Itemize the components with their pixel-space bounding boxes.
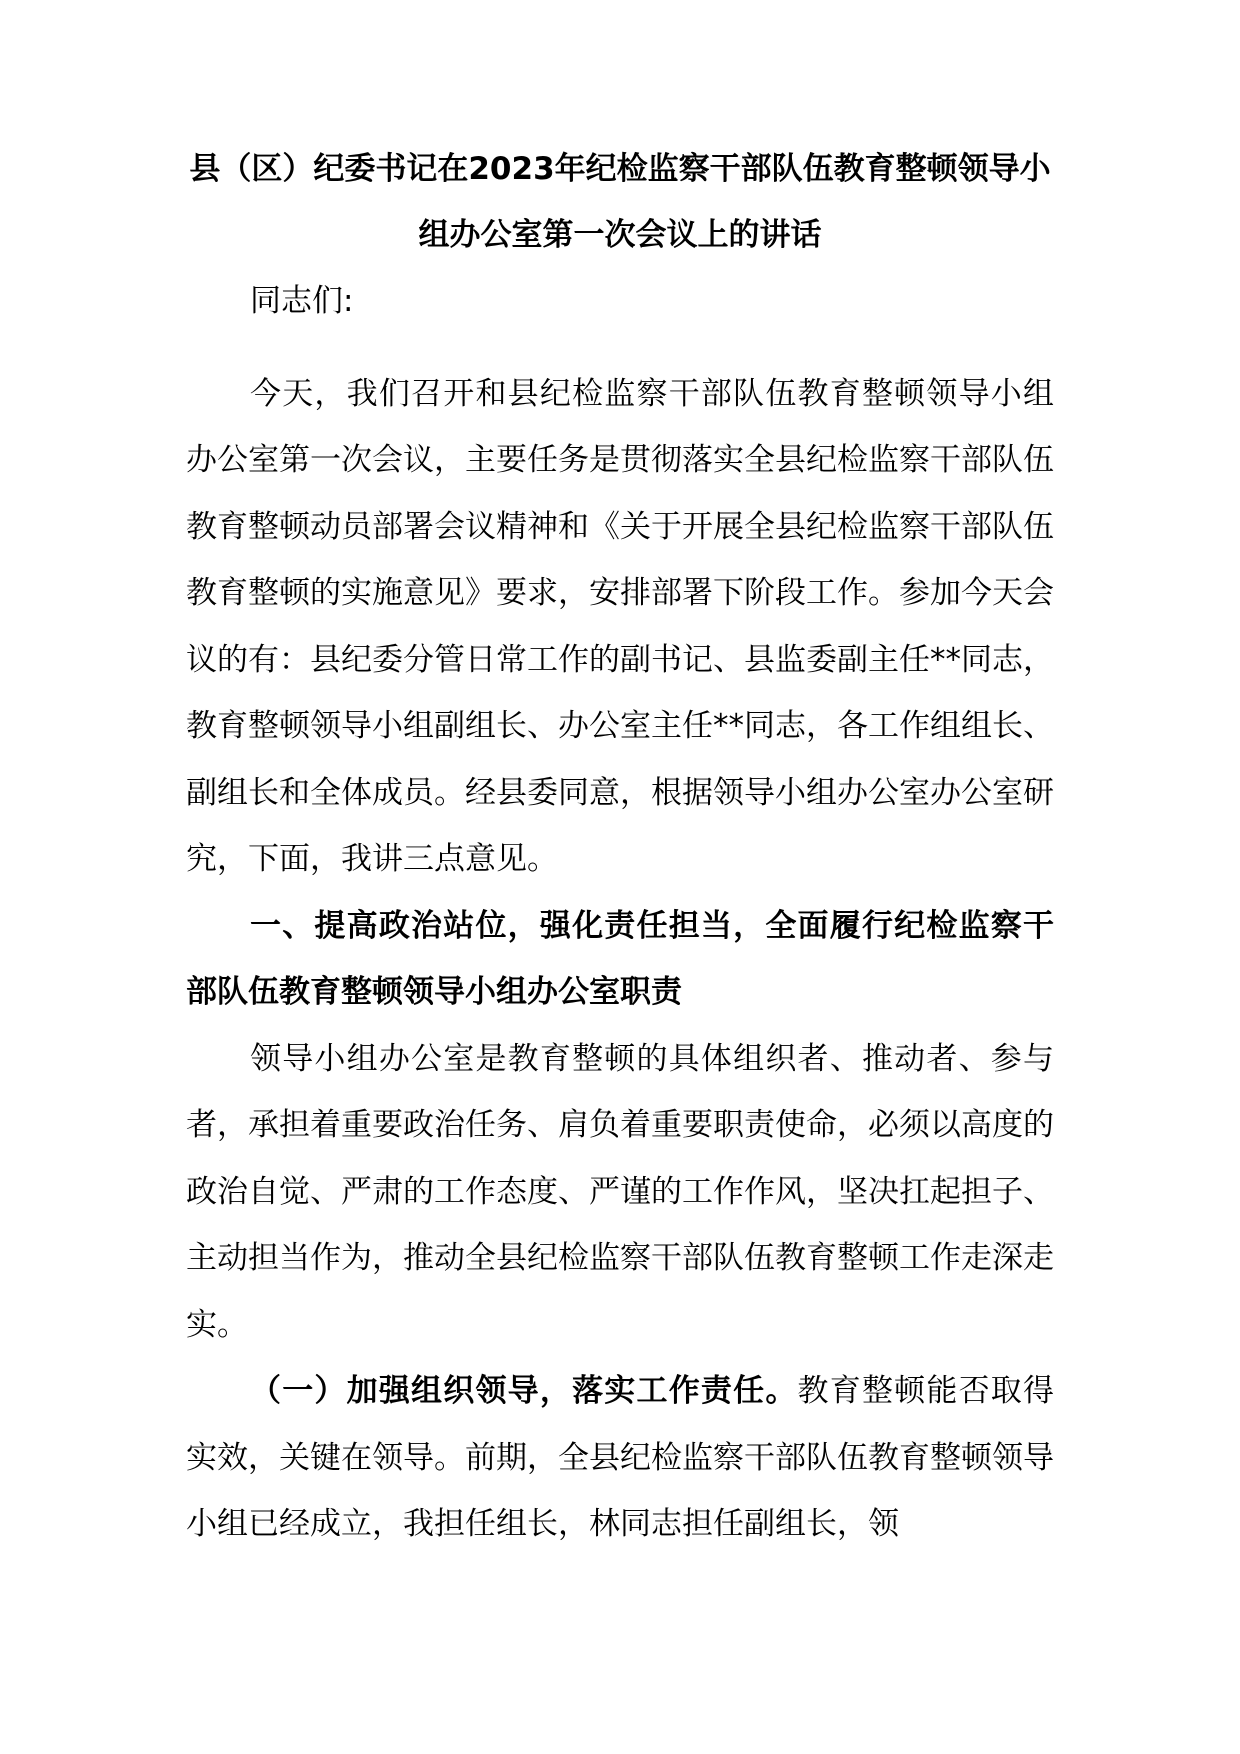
paragraph-intro: 今天，我们召开和县纪检监察干部队伍教育整顿领导小组办公室第一次会议，主要任务是贯彻落实全县纪检监察干部队伍教育整顿动员部署会议精神和《关于开展全县纪检监察干部队伍教育整顿的实施意见》要求，安排部署下阶段工作。参加今天会议的有：县纪委分管日常工作的副书记、县监委副主任**同志，教育整顿领导小组副组长、办公室主任**同志，各工作组组长、副组长和全体成员。经县委同意，根据领导小组办公室办公室研究，下面，我讲三点意见。	[186, 375, 1054, 877]
salutation: 同志们:	[250, 283, 354, 319]
subsection-body-1: 教育整顿能否取得实效，关键在领导。前期，全县纪检监察干部队伍教育整顿领导小组已经成立，我担任组长，林同志担任副组长，领	[186, 1373, 1055, 1542]
document-title: 县（区）纪委书记在2023年纪检监察干部队伍教育整顿领导小组办公室第一次会议上的讲话	[189, 151, 1051, 253]
document-body	[186, 136, 1054, 1558]
subsection-heading-1: （一）加强组织领导，落实工作责任。	[250, 1373, 798, 1409]
section-heading-1: 一、提高政治站位，强化责任担当，全面履行纪检监察干部队伍教育整顿领导小组办公室职责	[186, 907, 1054, 1010]
paragraph-subsection-1	[186, 1358, 1054, 1558]
paragraph-section-1: 领导小组办公室是教育整顿的具体组织者、推动者、参与者，承担着重要政治任务、肩负着重要职责使命，必须以高度的政治自觉、严肃的工作态度、严谨的工作作风，坚决扛起担子、主动担当作为，推动全县纪检监察干部队伍教育整顿工作走深走实。	[186, 1040, 1054, 1343]
